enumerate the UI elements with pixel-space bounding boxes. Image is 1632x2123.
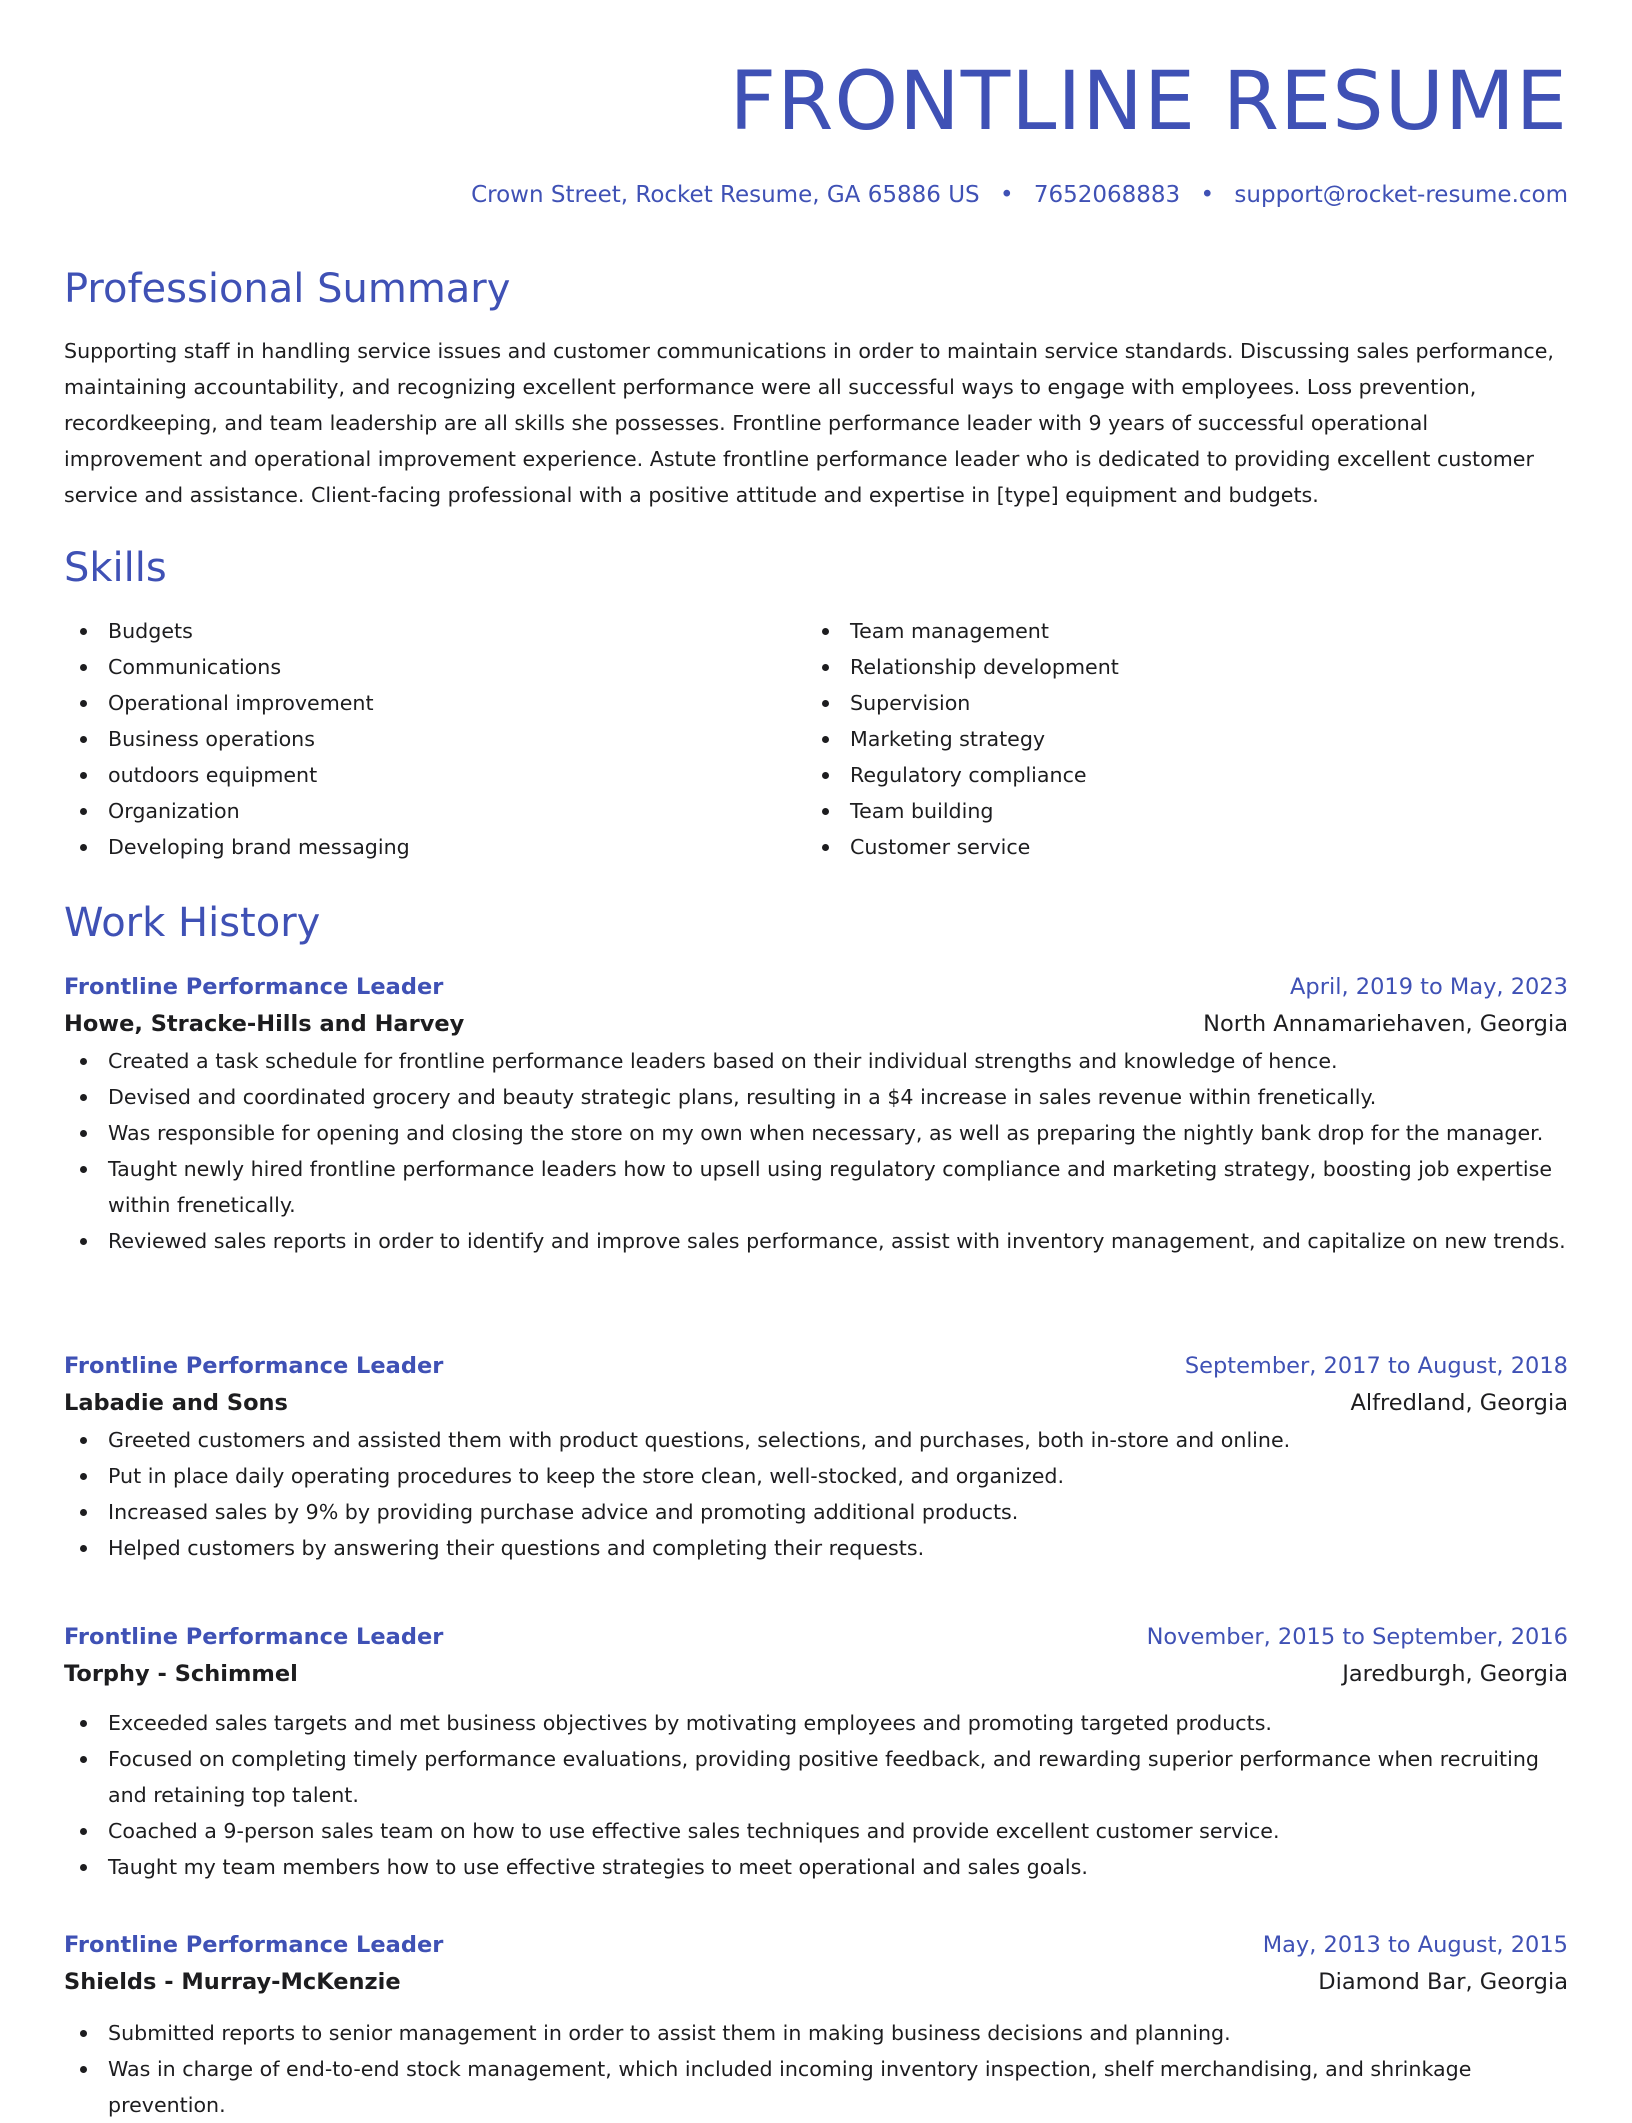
job-title: Frontline Performance Leader	[64, 974, 444, 1000]
skill-item: Customer service	[806, 829, 1506, 865]
skills-list-right	[806, 613, 1506, 865]
job-company: Labadie and Sons	[64, 1390, 288, 1416]
job-company: Torphy - Schimmel	[64, 1661, 298, 1687]
contact-address: Crown Street, Rocket Resume, GA 65886 US	[471, 182, 980, 208]
skill-item: Business operations	[64, 721, 764, 757]
job-bullet: Increased sales by 9% by providing purchase advice and promoting additional products.	[64, 1494, 1568, 1530]
job-dates: April, 2019 to May, 2023	[1290, 974, 1568, 1000]
job-title: Frontline Performance Leader	[64, 1353, 444, 1379]
job-location: Alfredland, Georgia	[1350, 1390, 1568, 1416]
job-dates: September, 2017 to August, 2018	[1184, 1353, 1568, 1379]
skill-item: Developing brand messaging	[64, 829, 764, 865]
job-location: Jaredburgh, Georgia	[1342, 1661, 1568, 1687]
job-dates: May, 2013 to August, 2015	[1262, 1932, 1568, 1958]
skill-item: Relationship development	[806, 649, 1506, 685]
job-company-row	[64, 1963, 1568, 2001]
summary-heading: Professional Summary	[64, 266, 511, 312]
skill-item: Marketing strategy	[806, 721, 1506, 757]
job-bullet: Reviewed sales reports in order to identify and improve sales performance, assist with inventory management, and capitalize on new trends.	[64, 1223, 1568, 1259]
job-bullet: Greeted customers and assisted them with product questions, selections, and purchases, both in-store and online.	[64, 1422, 1568, 1458]
job-bullet: Helped customers by answering their questions and completing their requests.	[64, 1530, 1568, 1566]
skill-item: Team building	[806, 793, 1506, 829]
job-bullet: Was responsible for opening and closing the store on my own when necessary, as well as preparing the nightly bank drop for the manager.	[64, 1115, 1568, 1151]
job-bullet: Taught my team members how to use effective strategies to meet operational and sales goals.	[64, 1849, 1568, 1885]
job-bullets	[64, 1043, 1568, 1259]
contact-separator: •	[999, 182, 1014, 208]
job-bullet: Created a task schedule for frontline performance leaders based on their individual strengths and knowledge of hence.	[64, 1043, 1568, 1079]
contact-separator: •	[1200, 182, 1215, 208]
job-entry	[64, 1927, 1568, 2123]
job-location: North Annamariehaven, Georgia	[1203, 1011, 1568, 1037]
skills-list-left	[64, 613, 764, 865]
contact-phone[interactable]: 7652068883	[1033, 182, 1181, 208]
job-company: Shields - Murray-McKenzie	[64, 1969, 401, 1995]
job-company-row	[64, 1005, 1568, 1043]
job-dates: November, 2015 to September, 2016	[1146, 1624, 1568, 1650]
job-bullets	[64, 2015, 1568, 2123]
contact-email[interactable]: support@rocket-resume.com	[1234, 182, 1568, 208]
summary-text: Supporting staff in handling service issues and customer communications in order to maintain service standards. Discussing sales performance, maintaining accountability, and recognizing excellent performance were all successful ways to engage with employees. Loss prevention, recordkeeping, and team leadership are all skills she possesses. Frontline performance leader with 9 years of successful operational improvement and operational improvement experience. Astute frontline performance leader who is dedicated to providing excellent customer service and assistance. Client-facing professional with a positive attitude and expertise in [type] equipment and budgets.	[64, 339, 1554, 507]
job-bullet: Put in place daily operating procedures to keep the store clean, well-stocked, and organized.	[64, 1458, 1568, 1494]
contact-line	[471, 178, 1568, 212]
skill-item: Organization	[64, 793, 764, 829]
job-title: Frontline Performance Leader	[64, 1932, 444, 1958]
job-bullet: Taught newly hired frontline performance leaders how to upsell using regulatory compliance and marketing strategy, boosting job expertise within frenetically.	[64, 1151, 1568, 1223]
job-bullet: Submitted reports to senior management in order to assist them in making business decisions and planning.	[64, 2015, 1568, 2051]
job-bullet: Coached a 9-person sales team on how to use effective sales techniques and provide excellent customer service.	[64, 1813, 1568, 1849]
job-bullet: Was in charge of end-to-end stock management, which included incoming inventory inspection, shelf merchandising, and shrinkage prevention.	[64, 2051, 1568, 2123]
job-header-row	[64, 969, 1568, 1005]
skill-item: Communications	[64, 649, 764, 685]
job-header-row	[64, 1927, 1568, 1963]
job-bullet: Devised and coordinated grocery and beauty strategic plans, resulting in a $4 increase in sales revenue within frenetically.	[64, 1079, 1568, 1115]
skill-item: Supervision	[806, 685, 1506, 721]
skill-item: Budgets	[64, 613, 764, 649]
work-history-heading: Work History	[64, 900, 321, 946]
job-location: Diamond Bar, Georgia	[1318, 1969, 1568, 1995]
job-bullets	[64, 1422, 1568, 1566]
skills-heading: Skills	[64, 545, 167, 591]
job-header-row	[64, 1619, 1568, 1655]
job-title: Frontline Performance Leader	[64, 1624, 444, 1650]
job-entry	[64, 969, 1568, 1259]
resume-page	[64, 0, 1568, 2117]
resume-name: FRONTLINE RESUME	[729, 55, 1568, 149]
job-bullet: Exceeded sales targets and met business objectives by motivating employees and promoting targeted products.	[64, 1705, 1568, 1741]
job-company-row	[64, 1384, 1568, 1422]
skill-item: outdoors equipment	[64, 757, 764, 793]
job-header-row	[64, 1348, 1568, 1384]
job-company-row	[64, 1655, 1568, 1693]
job-bullets	[64, 1705, 1568, 1885]
job-company: Howe, Stracke-Hills and Harvey	[64, 1011, 465, 1037]
skill-item: Regulatory compliance	[806, 757, 1506, 793]
skill-item: Team management	[806, 613, 1506, 649]
job-bullet: Focused on completing timely performance evaluations, providing positive feedback, and rewarding superior performance when recruiting and retaining top talent.	[64, 1741, 1568, 1813]
job-entry	[64, 1348, 1568, 1566]
skill-item: Operational improvement	[64, 685, 764, 721]
job-entry	[64, 1619, 1568, 1885]
